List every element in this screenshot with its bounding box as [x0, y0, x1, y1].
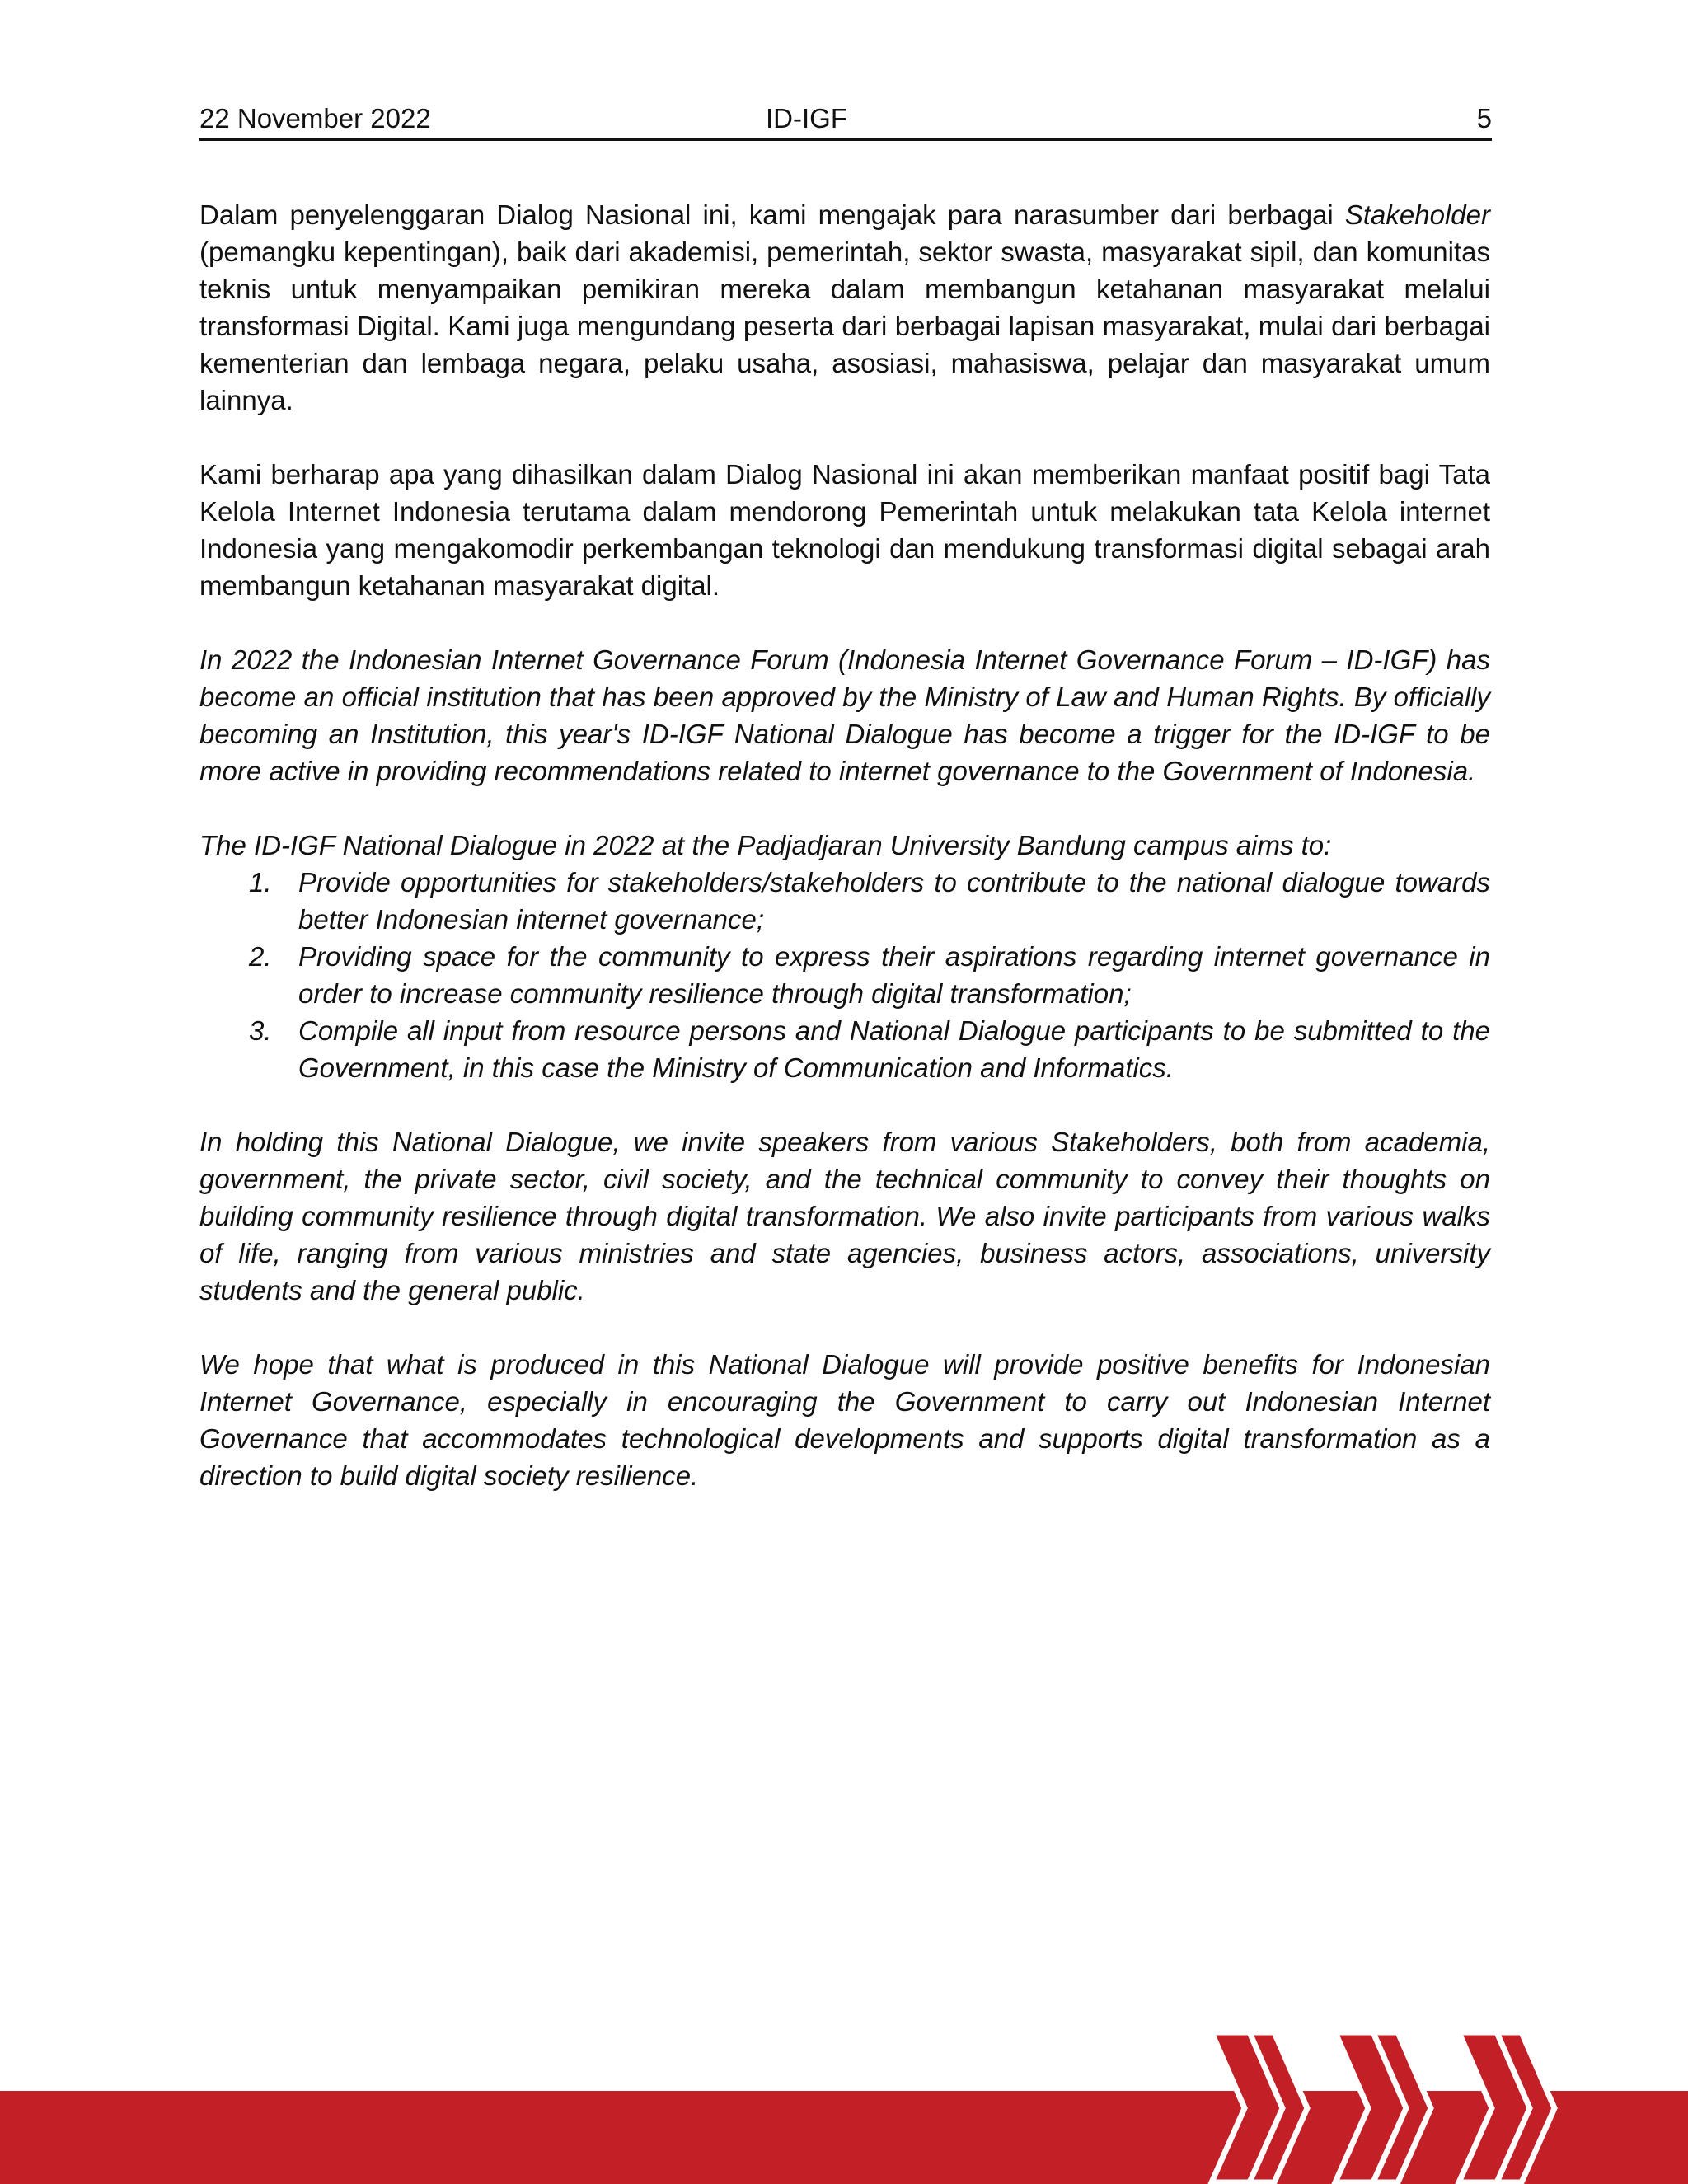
list-item: 1. Provide opportunities for stakeholders/stakeholders to contribute to the national dialogue towards better Indonesian internet governance; — [199, 864, 1490, 938]
paragraph-hope-id: Kami berharap apa yang dihasilkan dalam Dialog Nasional ini akan memberikan manfaat positif bagi Tata Kelola Internet Indonesia terutama dalam mendorong Pemerintah untuk melakukan tata Kelola internet Indonesia yang mengakomodir perkembangan teknologi dan mendukung transformasi digital sebagai arah membangun ketahanan masyarakat digital. — [199, 459, 1490, 601]
list-item: 3. Compile all input from resource persons and National Dialogue participants to be submitted to the Government, in this case the Ministry of Communication and Informatics. — [199, 1012, 1490, 1086]
header-date: 22 November 2022 — [199, 103, 431, 134]
page-header — [199, 101, 1492, 141]
list-number: 2. — [249, 941, 272, 972]
paragraph-stakeholders-id: Dalam penyelenggaran Dialog Nasional ini, kami mengajak para narasumber dari berbagai Stakeholder (pemangku kepentingan), baik dari akademisi, pemerintah, sektor swasta, masyarakat sipil, dan komunitas teknis untuk menyampaikan pemikiran mereka dalam membangun ketahanan masyarakat melalui transformasi Digital. Kami juga mengundang peserta dari berbagai lapisan masyarakat, mulai dari berbagai kementerian dan lembaga negara, pelaku usaha, asosiasi, mahasiswa, pelajar dan masyarakat umum lainnya. — [199, 199, 1490, 415]
list-number: 1. — [249, 867, 272, 898]
paragraph-forum-en: In 2022 the Indonesian Internet Governance Forum (Indonesia Internet Governance Forum – ID-IGF) has become an official institution that has been approved by the Ministry of Law and Human Rights. By officially becoming an Institution, this year's ID-IGF National Dialogue has become a trigger for the ID-IGF to be more active in providing recommendations related to internet governance to the Government of Indonesia. — [199, 644, 1490, 786]
list-item: 2. Providing space for the community to express their aspirations regarding internet governance in order to increase community resilience through digital transformation; — [199, 938, 1490, 1012]
list-number: 3. — [249, 1015, 272, 1046]
aims-intro: The ID-IGF National Dialogue in 2022 at the Padjadjaran University Bandung campus aims to: — [199, 830, 1332, 860]
paragraph-hope-en: We hope that what is produced in this National Dialogue will provide positive benefits for Indonesian Internet Governance, especially in encouraging the Government to carry out Indonesian Internet Governance that accommodates technological developments and supports digital transformation as a direction to build digital society resilience. — [199, 1349, 1490, 1491]
page-number: 5 — [1476, 103, 1492, 134]
paragraph-speakers-en: In holding this National Dialogue, we invite speakers from various Stakeholders, both from academia, government, the private sector, civil society, and the technical community to convey their thoughts on building community resilience through digital transformation. We also invite participants from various walks of life, ranging from various ministries and state agencies, business actors, associations, university students and the general public. — [199, 1127, 1490, 1305]
triple-chevron-right-icon — [1187, 2026, 1599, 2184]
aims-list — [199, 864, 1490, 1086]
stakeholder-term: Stakeholder — [1344, 199, 1490, 230]
document-body — [199, 196, 1490, 1531]
header-org: ID-IGF — [766, 103, 847, 134]
